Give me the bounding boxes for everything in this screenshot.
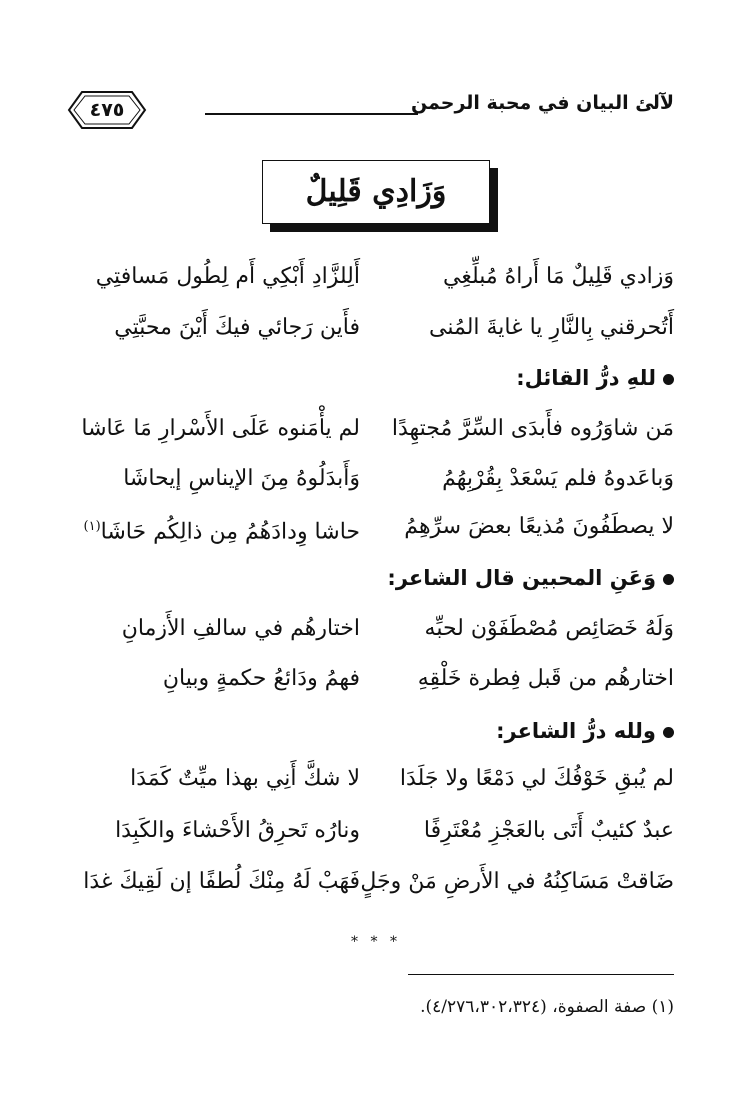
verse-text: حاشا وِدادَهُمُ مِن ذالِكُم حَاشَا [100,519,360,545]
running-header-title: لآلئ البيان في محبة الرحمن [410,92,674,114]
bullet-icon [663,574,674,585]
bullet-icon [663,727,674,738]
verse-hemistich: اختارهُم من قَبل فِطرة خَلْقِهِ [417,666,674,691]
footnote-marker: (١) [83,519,101,534]
verse-hemistich: لم يأْمَنوه عَلَى الأَسْرارِ مَا عَاشا [81,416,360,441]
verse-hemistich: عبدٌ كئيبٌ أَتَى بالعَجْزِ مُعْتَرِفًا [423,818,674,843]
section-heading [496,716,674,746]
section-heading [387,563,674,593]
page-number: ٤٧٥ [89,99,125,121]
verse-hemistich: اختارهُم في سالفِ الأَزمانِ [121,616,360,641]
verse-hemistich-with-note [84,512,361,547]
section-heading [516,363,674,393]
verse-hemistich: فَهَبْ لَهُ مِنْكَ لُطفًا إن لَقِيكَ غدَا [83,869,360,894]
footnote: (١) صفة الصفوة، (٤/٢٧٦،٣٠٢،٣٢٤). [420,997,674,1017]
section-heading-text: ولله درُّ الشاعر: [496,719,656,743]
verse-hemistich: لم يُبقِ خَوْفُكَ لي دَمْعًا ولا جَلَدَا [399,766,674,791]
verse-hemistich: مَن شاوَرُوه فأَبدَى السِّرَّ مُجتهِدًا [391,416,674,441]
verse-hemistich: وَلَهُ خَصَائِص مُصْطَفَوْن لحبِّه [424,616,674,641]
section-heading-text: وَعَنِ المحبين قال الشاعر: [387,566,656,590]
verse-hemistich: وَباعَدوهُ فلم يَسْعَدْ بِقُرْبِهُمُ [442,466,674,491]
verse-hemistich: أَلِلزَّادِ أَبْكِي أَم لِطُول مَسافتِي [95,264,360,289]
verse-hemistich: فأَين رَجائي فيكَ أَيْنَ محبَّتِي [114,315,360,340]
section-heading-text: للهِ درُّ القائل: [516,366,656,390]
verse-hemistich: لا شكَّ أَنِي بهذا ميِّتٌ كَمَدَا [130,766,360,791]
separator-stars: * * * [351,934,401,950]
verse-hemistich: لا يصطَفُونَ مُذيعًا بعضَ سرِّهِمُ [404,514,674,539]
footnote-rule [408,974,674,975]
verse-hemistich: وَزادي قَلِيلٌ مَا أَراهُ مُبلِّغِي [443,264,674,289]
verse-hemistich: ضَاقتْ مَسَاكِنُهُ في الأَرضِ مَنْ وجَلٍ [360,869,674,894]
page-number-badge [66,89,148,131]
verse-hemistich: فهمُ ودَائعُ حكمةٍ وبيانِ [162,666,360,691]
verse-hemistich: ونارُه تَحرِقُ الأَحْشاءَ والكَبِدَا [115,818,360,843]
section-title: وَزَادِي قَلِيلٌ [305,174,447,209]
verse-hemistich: أَتُحرقني بِالنَّارِ يا غايةَ المُنى [429,315,674,340]
bullet-icon [663,374,674,385]
verse-hemistich: وَأَبدَلُوهُ مِنَ الإيناسِ إيحاشَا [123,466,360,491]
header-rule [205,113,418,115]
section-title-box [262,160,490,224]
